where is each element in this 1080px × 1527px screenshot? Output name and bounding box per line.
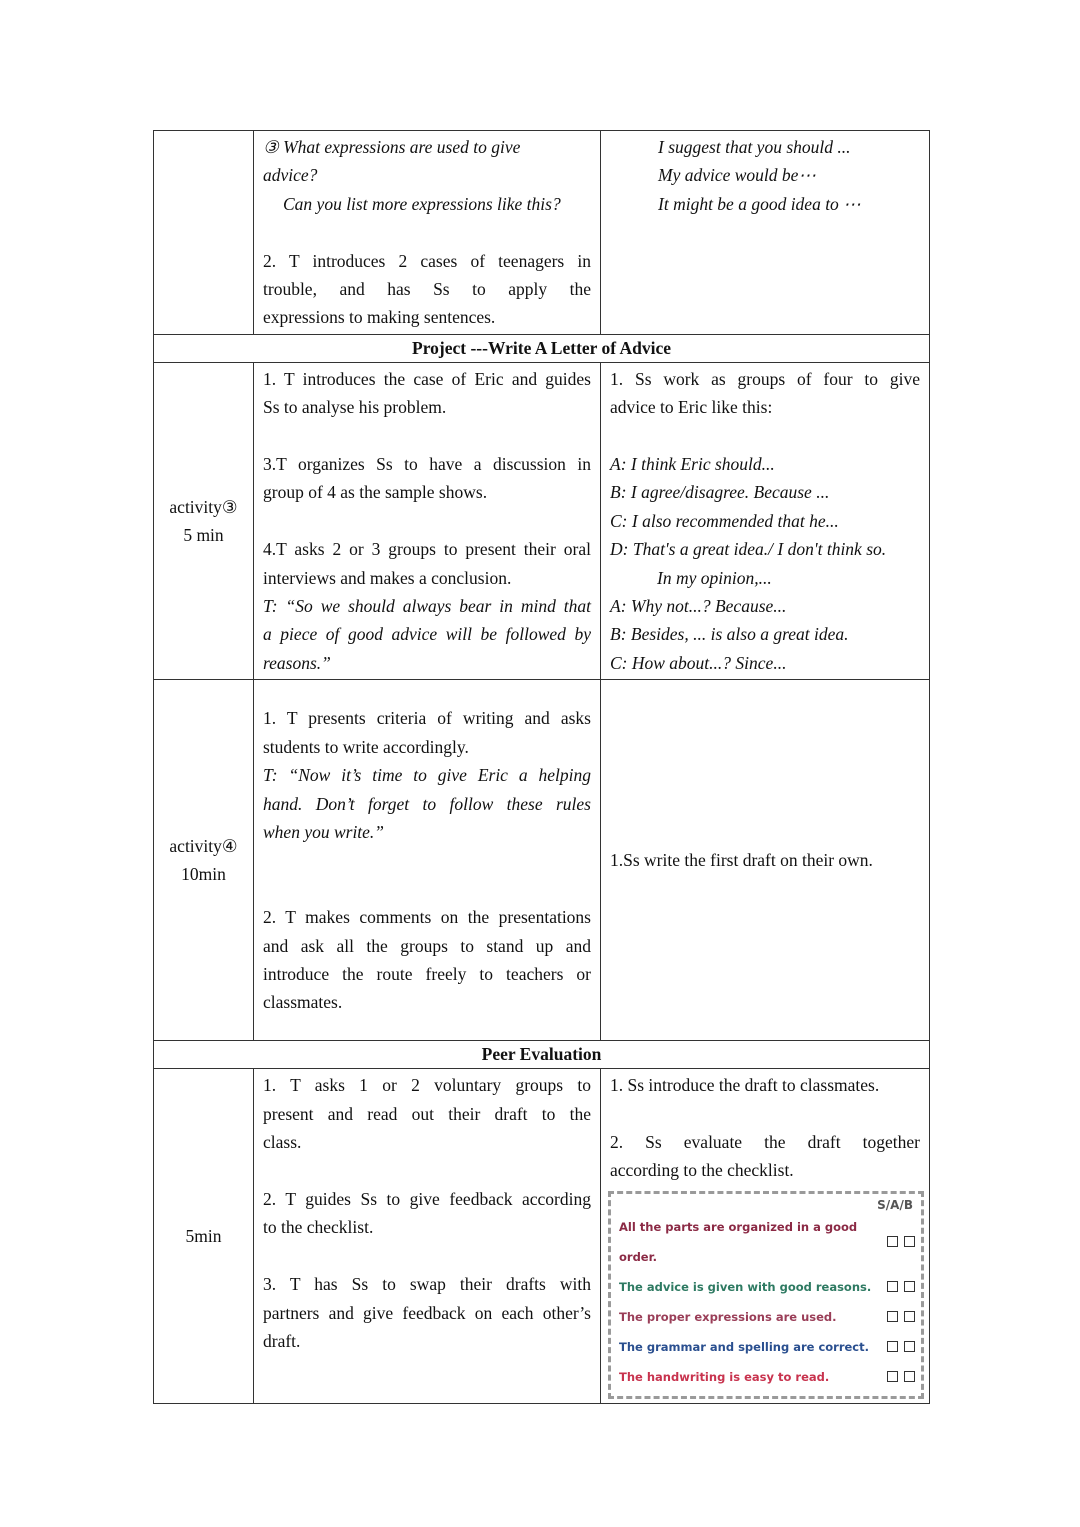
checklist-criterion: The proper expressions are used. [619,1309,837,1324]
dialogue-line: A: I think Eric should... [610,454,775,475]
rating-checkboxes [887,1341,917,1352]
teacher-step-1: 1. T presents criteria of writing and asks [263,708,591,729]
empty-time-cell [154,131,254,335]
rating-checkboxes [887,1281,917,1292]
student-step-1: 1. Ss introduce the draft to classmates. [610,1075,880,1096]
teacher-step-2: 2. T introduces 2 cases of teenagers in [263,250,591,271]
dialogue-line: D: That's a great idea./ I don't think so. [610,539,887,560]
teacher-quote: T: “Now it’s time to give Eric a helping [263,765,591,786]
student-activity-cell [601,1069,930,1404]
checklist-header: S/A/B [877,1197,913,1212]
dialogue-line: A: Why not...? Because... [610,596,787,617]
dialogue-line: B: I agree/disagree. Because ... [610,482,830,503]
activity-time: 5min [185,1225,222,1246]
teacher-step-2: expressions to making sentences. [263,307,496,328]
teacher-step-1: Ss to analyse his problem. [263,397,447,418]
activity-label: activity④ [169,835,238,856]
expression-item: It might be a good idea to ⋯ [658,193,861,214]
teacher-step-3: group of 4 as the sample shows. [263,482,488,503]
teacher-step-3: draft. [263,1330,301,1351]
checklist-items [619,1212,917,1392]
checklist-row [619,1212,917,1272]
dialogue-line: C: How about...? Since... [610,652,787,673]
rating-checkboxes [887,1236,917,1247]
teacher-step-2: introduce the route freely to teachers or [263,963,591,984]
teacher-step-2: classmates. [263,992,343,1013]
question-3-line: advice? [263,165,318,186]
checkbox-icon[interactable] [904,1236,915,1247]
student-activity-cell [601,362,930,679]
student-step-2: according to the checklist. [610,1160,794,1181]
teacher-activity-cell [254,1069,601,1404]
student-step-1: 1.Ss write the first draft on their own. [610,850,873,871]
teacher-step-3: 3. T has Ss to swap their drafts with [263,1274,591,1295]
checklist-criterion: The handwriting is easy to read. [619,1369,830,1384]
student-step-1: 1. Ss work as groups of four to give [610,368,920,389]
teacher-activity-cell [254,362,601,679]
checkbox-icon[interactable] [904,1311,915,1322]
peer-evaluation-row [154,1069,930,1404]
question-3-followup: Can you list more expressions like this? [283,193,561,214]
evaluation-checklist [608,1191,924,1399]
checkbox-icon[interactable] [887,1236,898,1247]
dialogue-line: C: I also recommended that he... [610,510,839,531]
question-3-line: ③ What expressions are used to give [263,137,521,157]
student-activity-cell [601,680,930,1041]
checkbox-icon[interactable] [904,1371,915,1382]
teacher-quote: reasons.” [263,652,331,673]
checklist-criterion: The advice is given with good reasons. [619,1279,872,1294]
teacher-step-4: 4.T asks 2 or 3 groups to present their oral [263,539,591,560]
continuation-row [154,131,930,335]
teacher-step-1: class. [263,1132,302,1153]
teacher-step-1: 1. T introduces the case of Eric and guides [263,368,591,389]
expression-item: I suggest that you should ... [658,137,851,157]
teacher-step-1: 1. T asks 1 or 2 voluntary groups to [263,1075,591,1096]
student-step-2: 2. Ss evaluate the draft together [610,1132,920,1153]
teacher-quote: T: “So we should always bear in mind that [263,596,591,617]
teacher-step-2: 2. T makes comments on the presentations [263,907,591,928]
checkbox-icon[interactable] [887,1341,898,1352]
teacher-activity-cell [254,131,601,335]
activity-label: activity③ [169,496,238,517]
activity-3-row [154,362,930,679]
teacher-quote: hand. Don’t forget to follow these rules [263,793,591,814]
dialogue-line: B: Besides, ... is also a great idea. [610,624,849,645]
student-activity-cell [601,131,930,335]
teacher-quote: a piece of good advice will be followed by [263,624,591,645]
section-header-row [154,334,930,362]
activity-time: 10min [181,864,226,885]
checkbox-icon[interactable] [904,1341,915,1352]
teacher-step-2: trouble, and has Ss to apply the [263,279,591,300]
teacher-step-2: 2. T guides Ss to give feedback according [263,1188,591,1209]
student-step-1: advice to Eric like this: [610,397,773,418]
teacher-step-2: to the checklist. [263,1217,374,1238]
teacher-step-1: present and read out their draft to the [263,1103,591,1124]
activity-4-label-cell [154,680,254,1041]
checklist-row [619,1272,917,1302]
section-title-project: Project ---Write A Letter of Advice [154,334,930,362]
teacher-step-4: interviews and makes a conclusion. [263,567,512,588]
activity-4-row [154,680,930,1041]
expression-item: My advice would be⋯ [658,165,816,186]
checkbox-icon[interactable] [887,1281,898,1292]
section-title-peer-evaluation: Peer Evaluation [154,1041,930,1069]
section-header-row [154,1041,930,1069]
lesson-plan-table [153,130,930,1404]
checkbox-icon[interactable] [887,1371,898,1382]
checkbox-icon[interactable] [887,1311,898,1322]
rating-checkboxes [887,1371,917,1382]
teacher-step-1: students to write accordingly. [263,736,469,757]
checklist-criterion: All the parts are organized in a good order. [619,1219,858,1264]
checkbox-icon[interactable] [904,1281,915,1292]
rating-checkboxes [887,1311,917,1322]
dialogue-line: In my opinion,... [657,567,772,588]
teacher-step-3: 3.T organizes Ss to have a discussion in [263,454,591,475]
checklist-row [619,1332,917,1362]
peer-time-cell [154,1069,254,1404]
teacher-step-3: partners and give feedback on each other’s [263,1302,591,1323]
activity-3-label-cell [154,362,254,679]
teacher-quote: when you write.” [263,821,385,842]
checklist-row [619,1362,917,1392]
teacher-step-2: and ask all the groups to stand up and [263,935,591,956]
teacher-activity-cell [254,680,601,1041]
checklist-row [619,1302,917,1332]
activity-time: 5 min [183,525,224,546]
checklist-criterion: The grammar and spelling are correct. [619,1339,869,1354]
